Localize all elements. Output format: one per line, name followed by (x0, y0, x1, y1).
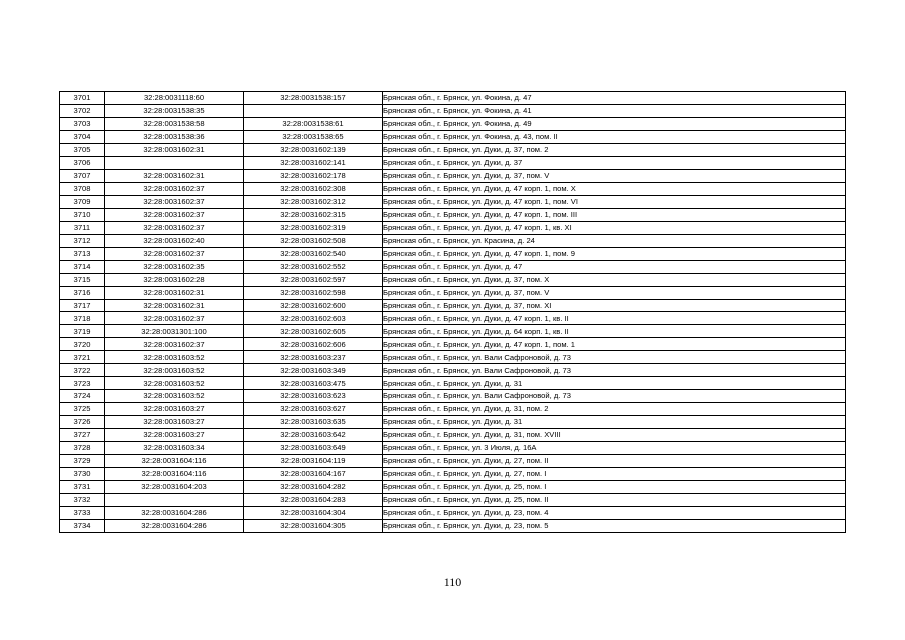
row-number-cell: 3728 (60, 442, 105, 455)
parcel-cadastral-number-cell: 32:28:0031538:36 (105, 130, 244, 143)
table-row (60, 234, 846, 247)
object-cadastral-number-cell: 32:28:0031604:304 (244, 507, 383, 520)
address-cell: Брянская обл., г. Брянск, ул. Дуки, д. 47 корп. 1, пом. X (383, 182, 846, 195)
table-row (60, 429, 846, 442)
parcel-cadastral-number-cell: 32:28:0031603:27 (105, 429, 244, 442)
row-number-cell: 3711 (60, 221, 105, 234)
parcel-cadastral-number-cell (105, 494, 244, 507)
object-cadastral-number-cell: 32:28:0031603:623 (244, 390, 383, 403)
object-cadastral-number-cell: 32:28:0031603:475 (244, 377, 383, 390)
parcel-cadastral-number-cell: 32:28:0031602:37 (105, 338, 244, 351)
table-row (60, 286, 846, 299)
address-cell: Брянская обл., г. Брянск, ул. Дуки, д. 37, пом. 2 (383, 143, 846, 156)
table-row (60, 247, 846, 260)
address-cell: Брянская обл., г. Брянск, ул. Дуки, д. 37, пом. V (383, 169, 846, 182)
object-cadastral-number-cell: 32:28:0031604:167 (244, 468, 383, 481)
address-cell: Брянская обл., г. Брянск, ул. Дуки, д. 27, пом. I (383, 468, 846, 481)
parcel-cadastral-number-cell: 32:28:0031118:60 (105, 92, 244, 105)
object-cadastral-number-cell: 32:28:0031603:237 (244, 351, 383, 364)
parcel-cadastral-number-cell: 32:28:0031604:286 (105, 519, 244, 532)
table-row (60, 143, 846, 156)
row-number-cell: 3726 (60, 416, 105, 429)
table-row (60, 377, 846, 390)
parcel-cadastral-number-cell: 32:28:0031603:52 (105, 390, 244, 403)
parcel-cadastral-number-cell: 32:28:0031604:203 (105, 481, 244, 494)
row-number-cell: 3703 (60, 117, 105, 130)
parcel-cadastral-number-cell: 32:28:0031602:37 (105, 208, 244, 221)
row-number-cell: 3712 (60, 234, 105, 247)
table-row (60, 260, 846, 273)
address-cell: Брянская обл., г. Брянск, ул. Дуки, д. 27, пом. II (383, 455, 846, 468)
table-row (60, 156, 846, 169)
address-cell: Брянская обл., г. Брянск, ул. Дуки, д. 47 корп. 1, пом. 1 (383, 338, 846, 351)
row-number-cell: 3704 (60, 130, 105, 143)
row-number-cell: 3702 (60, 104, 105, 117)
row-number-cell: 3723 (60, 377, 105, 390)
table-row (60, 442, 846, 455)
parcel-cadastral-number-cell: 32:28:0031538:35 (105, 104, 244, 117)
table-row (60, 299, 846, 312)
address-cell: Брянская обл., г. Брянск, ул. Дуки, д. 25, пом. II (383, 494, 846, 507)
parcel-cadastral-number-cell: 32:28:0031603:52 (105, 364, 244, 377)
address-cell: Брянская обл., г. Брянск, ул. Дуки, д. 37, пом. X (383, 273, 846, 286)
address-cell: Брянская обл., г. Брянск, ул. Красина, д. 24 (383, 234, 846, 247)
row-number-cell: 3724 (60, 390, 105, 403)
parcel-cadastral-number-cell: 32:28:0031602:28 (105, 273, 244, 286)
object-cadastral-number-cell: 32:28:0031602:508 (244, 234, 383, 247)
address-cell: Брянская обл., г. Брянск, ул. Вали Сафроновой, д. 73 (383, 390, 846, 403)
row-number-cell: 3705 (60, 143, 105, 156)
table-row (60, 455, 846, 468)
registry-table-body (60, 92, 846, 533)
object-cadastral-number-cell: 32:28:0031602:319 (244, 221, 383, 234)
row-number-cell: 3722 (60, 364, 105, 377)
table-row (60, 221, 846, 234)
parcel-cadastral-number-cell: 32:28:0031603:27 (105, 416, 244, 429)
table-row (60, 273, 846, 286)
address-cell: Брянская обл., г. Брянск, ул. Дуки, д. 31 (383, 377, 846, 390)
object-cadastral-number-cell: 32:28:0031602:540 (244, 247, 383, 260)
object-cadastral-number-cell: 32:28:0031602:600 (244, 299, 383, 312)
table-row (60, 507, 846, 520)
table-row (60, 92, 846, 105)
parcel-cadastral-number-cell: 32:28:0031602:37 (105, 182, 244, 195)
table-row (60, 468, 846, 481)
object-cadastral-number-cell: 32:28:0031602:141 (244, 156, 383, 169)
object-cadastral-number-cell: 32:28:0031602:606 (244, 338, 383, 351)
page-number: 110 (443, 575, 462, 589)
parcel-cadastral-number-cell: 32:28:0031604:116 (105, 468, 244, 481)
parcel-cadastral-number-cell: 32:28:0031602:35 (105, 260, 244, 273)
object-cadastral-number-cell: 32:28:0031604:283 (244, 494, 383, 507)
address-cell: Брянская обл., г. Брянск, ул. Вали Сафроновой, д. 73 (383, 351, 846, 364)
row-number-cell: 3713 (60, 247, 105, 260)
object-cadastral-number-cell: 32:28:0031602:605 (244, 325, 383, 338)
object-cadastral-number-cell: 32:28:0031538:65 (244, 130, 383, 143)
address-cell: Брянская обл., г. Брянск, ул. Фокина, д. 43, пом. II (383, 130, 846, 143)
object-cadastral-number-cell: 32:28:0031603:642 (244, 429, 383, 442)
table-row (60, 416, 846, 429)
table-row (60, 338, 846, 351)
parcel-cadastral-number-cell: 32:28:0031602:37 (105, 312, 244, 325)
address-cell: Брянская обл., г. Брянск, ул. Дуки, д. 47 корп. 1, кв. II (383, 312, 846, 325)
row-number-cell: 3725 (60, 403, 105, 416)
parcel-cadastral-number-cell: 32:28:0031538:58 (105, 117, 244, 130)
address-cell: Брянская обл., г. Брянск, ул. Дуки, д. 31, пом. XVIII (383, 429, 846, 442)
row-number-cell: 3708 (60, 182, 105, 195)
row-number-cell: 3733 (60, 507, 105, 520)
object-cadastral-number-cell: 32:28:0031603:635 (244, 416, 383, 429)
table-row (60, 494, 846, 507)
parcel-cadastral-number-cell: 32:28:0031603:34 (105, 442, 244, 455)
object-cadastral-number-cell: 32:28:0031602:178 (244, 169, 383, 182)
address-cell: Брянская обл., г. Брянск, ул. 3 Июля, д. 16А (383, 442, 846, 455)
parcel-cadastral-number-cell: 32:28:0031603:27 (105, 403, 244, 416)
address-cell: Брянская обл., г. Брянск, ул. Дуки, д. 31 (383, 416, 846, 429)
table-row (60, 312, 846, 325)
object-cadastral-number-cell: 32:28:0031603:349 (244, 364, 383, 377)
object-cadastral-number-cell: 32:28:0031538:157 (244, 92, 383, 105)
row-number-cell: 3730 (60, 468, 105, 481)
parcel-cadastral-number-cell: 32:28:0031602:37 (105, 195, 244, 208)
parcel-cadastral-number-cell: 32:28:0031602:40 (105, 234, 244, 247)
parcel-cadastral-number-cell: 32:28:0031602:37 (105, 247, 244, 260)
object-cadastral-number-cell: 32:28:0031538:61 (244, 117, 383, 130)
row-number-cell: 3719 (60, 325, 105, 338)
address-cell: Брянская обл., г. Брянск, ул. Дуки, д. 47 корп. 1, пом. VI (383, 195, 846, 208)
address-cell: Брянская обл., г. Брянск, ул. Дуки, д. 47 (383, 260, 846, 273)
object-cadastral-number-cell: 32:28:0031602:598 (244, 286, 383, 299)
row-number-cell: 3716 (60, 286, 105, 299)
parcel-cadastral-number-cell: 32:28:0031602:31 (105, 169, 244, 182)
parcel-cadastral-number-cell (105, 156, 244, 169)
address-cell: Брянская обл., г. Брянск, ул. Дуки, д. 25, пом. I (383, 481, 846, 494)
table-row (60, 104, 846, 117)
object-cadastral-number-cell: 32:28:0031604:305 (244, 519, 383, 532)
table-row (60, 169, 846, 182)
table-row (60, 117, 846, 130)
object-cadastral-number-cell: 32:28:0031604:119 (244, 455, 383, 468)
object-cadastral-number-cell: 32:28:0031603:627 (244, 403, 383, 416)
parcel-cadastral-number-cell: 32:28:0031604:116 (105, 455, 244, 468)
table-row (60, 390, 846, 403)
table-row (60, 208, 846, 221)
address-cell: Брянская обл., г. Брянск, ул. Вали Сафроновой, д. 73 (383, 364, 846, 377)
object-cadastral-number-cell: 32:28:0031604:282 (244, 481, 383, 494)
parcel-cadastral-number-cell: 32:28:0031603:52 (105, 351, 244, 364)
object-cadastral-number-cell: 32:28:0031602:552 (244, 260, 383, 273)
address-cell: Брянская обл., г. Брянск, ул. Дуки, д. 47 корп. 1, пом. 9 (383, 247, 846, 260)
address-cell: Брянская обл., г. Брянск, ул. Фокина, д. 41 (383, 104, 846, 117)
table-row (60, 182, 846, 195)
address-cell: Брянская обл., г. Брянск, ул. Дуки, д. 64 корп. 1, кв. II (383, 325, 846, 338)
address-cell: Брянская обл., г. Брянск, ул. Дуки, д. 37, пом. XI (383, 299, 846, 312)
address-cell: Брянская обл., г. Брянск, ул. Дуки, д. 37, пом. V (383, 286, 846, 299)
object-cadastral-number-cell: 32:28:0031602:315 (244, 208, 383, 221)
parcel-cadastral-number-cell: 32:28:0031301:100 (105, 325, 244, 338)
object-cadastral-number-cell: 32:28:0031602:139 (244, 143, 383, 156)
table-row (60, 325, 846, 338)
address-cell: Брянская обл., г. Брянск, ул. Дуки, д. 23, пом. 4 (383, 507, 846, 520)
address-cell: Брянская обл., г. Брянск, ул. Фокина, д. 49 (383, 117, 846, 130)
parcel-cadastral-number-cell: 32:28:0031604:286 (105, 507, 244, 520)
object-cadastral-number-cell: 32:28:0031602:603 (244, 312, 383, 325)
row-number-cell: 3718 (60, 312, 105, 325)
row-number-cell: 3717 (60, 299, 105, 312)
row-number-cell: 3734 (60, 519, 105, 532)
row-number-cell: 3714 (60, 260, 105, 273)
row-number-cell: 3710 (60, 208, 105, 221)
parcel-cadastral-number-cell: 32:28:0031602:31 (105, 286, 244, 299)
table-row (60, 403, 846, 416)
parcel-cadastral-number-cell: 32:28:0031602:31 (105, 299, 244, 312)
row-number-cell: 3727 (60, 429, 105, 442)
object-cadastral-number-cell: 32:28:0031602:312 (244, 195, 383, 208)
object-cadastral-number-cell (244, 104, 383, 117)
row-number-cell: 3731 (60, 481, 105, 494)
address-cell: Брянская обл., г. Брянск, ул. Дуки, д. 37 (383, 156, 846, 169)
table-row (60, 130, 846, 143)
object-cadastral-number-cell: 32:28:0031603:649 (244, 442, 383, 455)
object-cadastral-number-cell: 32:28:0031602:597 (244, 273, 383, 286)
address-cell: Брянская обл., г. Брянск, ул. Дуки, д. 31, пом. 2 (383, 403, 846, 416)
table-row (60, 519, 846, 532)
parcel-cadastral-number-cell: 32:28:0031602:37 (105, 221, 244, 234)
row-number-cell: 3732 (60, 494, 105, 507)
table-row (60, 481, 846, 494)
row-number-cell: 3707 (60, 169, 105, 182)
row-number-cell: 3709 (60, 195, 105, 208)
address-cell: Брянская обл., г. Брянск, ул. Фокина, д. 47 (383, 92, 846, 105)
address-cell: Брянская обл., г. Брянск, ул. Дуки, д. 47 корп. 1, пом. III (383, 208, 846, 221)
table-row (60, 364, 846, 377)
registry-table (59, 91, 846, 533)
parcel-cadastral-number-cell: 32:28:0031602:31 (105, 143, 244, 156)
table-row (60, 195, 846, 208)
object-cadastral-number-cell: 32:28:0031602:308 (244, 182, 383, 195)
row-number-cell: 3721 (60, 351, 105, 364)
row-number-cell: 3706 (60, 156, 105, 169)
row-number-cell: 3715 (60, 273, 105, 286)
parcel-cadastral-number-cell: 32:28:0031603:52 (105, 377, 244, 390)
table-row (60, 351, 846, 364)
address-cell: Брянская обл., г. Брянск, ул. Дуки, д. 23, пом. 5 (383, 519, 846, 532)
address-cell: Брянская обл., г. Брянск, ул. Дуки, д. 47 корп. 1, кв. XI (383, 221, 846, 234)
row-number-cell: 3701 (60, 92, 105, 105)
row-number-cell: 3729 (60, 455, 105, 468)
row-number-cell: 3720 (60, 338, 105, 351)
